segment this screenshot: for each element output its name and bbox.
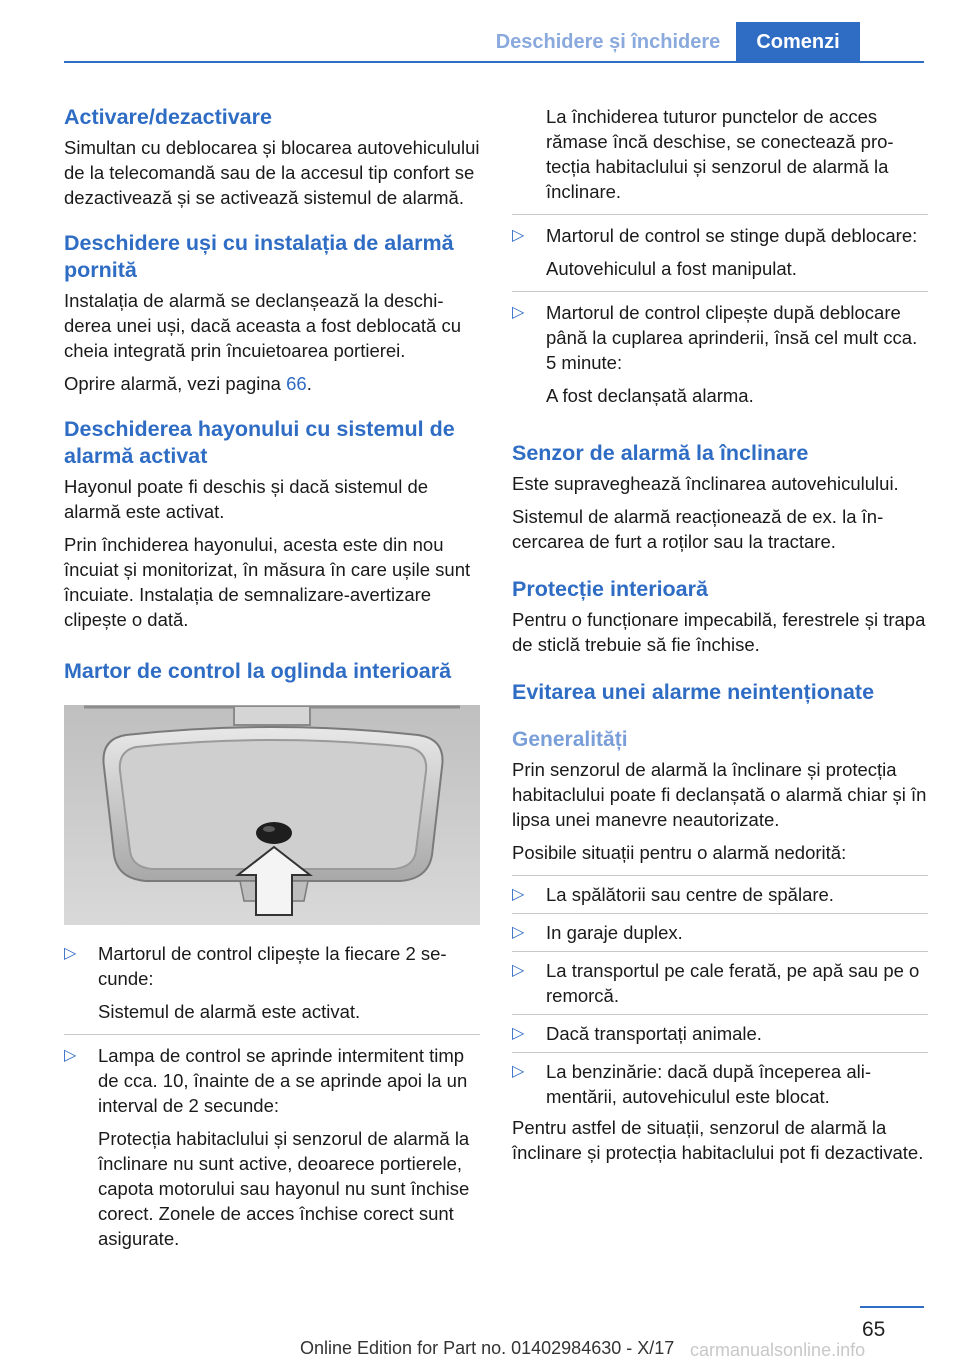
situation-text: La transportul pe cale ferată, pe apă sau pe o remorcă. [546,960,920,1006]
list-item [512,1059,928,1109]
list-item-text: Martorul de control clipește la fiecare 2 secunde: [98,943,447,989]
list-item [64,941,480,1024]
heading-hayon: Deschiderea hayonului cu sistemul de alarmă activat [64,417,455,468]
page-header [0,0,960,62]
list-item [512,882,928,907]
divider [512,1014,928,1015]
paragraph-final: Pentru astfel de situații, senzorul de alarmă la înclinare și protecția habitaclului pot fi dezactivate. [512,1117,924,1163]
situation-text: In garaje duplex. [546,922,683,943]
page-66-link[interactable]: 66 [286,373,307,394]
divider [512,951,928,952]
triangle-bullet-icon: ▷ [512,227,525,244]
list-item [512,1021,928,1046]
situation-text: Dacă transportați animale. [546,1023,762,1044]
paragraph-deschidere-usi: Instalația de alarmă se declanșează la deschiderea unei uși, dacă aceasta a fost deblocată cu cheia integrată prin încuietoarea portierei. [64,290,461,361]
paragraph-senzor-2: Sistemul de alarmă reacționează de ex. la încercarea de furt a roților sau la tractare. [512,506,884,552]
mirror-illustration [64,705,480,925]
paragraph-hayon-1: Hayonul poate fi deschis și dacă sistemul de alarmă este activat. [64,476,429,522]
triangle-bullet-icon: ▷ [512,924,525,941]
list-item-text: Lampa de control se aprinde intermitent timp de cca. 10, înainte de a se aprinde apoi la un interval de 2 secunde: [98,1045,468,1116]
list-item-text: Martorul de control se stinge după deblocare: [546,225,918,246]
divider [64,1034,480,1035]
paragraph-generalitati-1: Prin senzorul de alarmă la înclinare și protecția habitaclului poate fi declanșată o alarmă chiar și în lipsa unei manevre neautorizate. [512,759,927,830]
list-item-sub: Autovehiculul a fost manipulat. [546,258,797,279]
paragraph-senzor-1: Este supraveghează înclinarea autovehiculului. [512,473,899,494]
list-item-sub: Protecția habitaclului și senzorul de alarmă la înclinare nu sunt active, deoarece portierele, capota motorului sau hayonul nu sunt închise corect. Zonele de acces închise corect sunt asigurate. [98,1128,470,1249]
divider [512,214,928,215]
right-column [512,100,928,1165]
header-rule [64,61,924,63]
left-column [64,100,480,1251]
divider [512,291,928,292]
header-chapter-tab: Comenzi [736,22,860,62]
oprire-text: Oprire alarmă, vezi pagina [64,373,287,394]
martor-list-continued [512,223,928,408]
heading-martor-oglinda: Martor de control la oglinda interioară [64,659,452,683]
triangle-bullet-icon: ▷ [512,886,525,903]
paragraph-hayon-2: Prin închiderea hayonului, acesta este din nou încuiat și monitorizat, în măsura în care ușile sunt încuiate. Instalația de semnalizare-avertizare clipește o dată. [64,534,471,630]
situation-text: La spălătorii sau centre de spălare. [546,884,834,905]
situation-text: La benzinărie: dacă după începerea alimentării, autovehiculul este blocat. [546,1061,872,1107]
list-item [512,223,928,281]
list-item [512,920,928,945]
paragraph-continued: La închiderea tuturor punctelor de acces rămase încă deschise, se conectează protecția habitaclului și senzorul de alarmă la înclinare. [546,106,894,202]
list-item [512,300,928,408]
heading-generalitati: Generalități [512,728,628,751]
situations-list [512,882,928,1109]
triangle-bullet-icon: ▷ [512,1063,525,1080]
watermark: carmanualsonline.info [690,1340,866,1360]
paragraph-protectie: Pentru o funcționare impecabilă, ferestrele și trapa de sticlă trebuie să fie închise. [512,609,926,655]
triangle-bullet-icon: ▷ [512,962,525,979]
paragraph-oprire-alarma [64,371,480,396]
divider [512,875,928,876]
page-number: 65 [862,1318,886,1341]
list-item [64,1043,480,1251]
paragraph-activare: Simultan cu deblocarea și blocarea autovehiculului de la telecomandă sau de la accesul tip confort se dezactivează și se activează sistemul de alarmă. [64,137,480,208]
divider [512,913,928,914]
heading-senzor-inclinare: Senzor de alarmă la înclinare [512,441,809,465]
heading-protectie-interioara: Protecție interioară [512,577,708,601]
martor-list [64,941,480,1251]
divider [512,1052,928,1053]
oprire-end: . [306,373,312,394]
heading-evitare-alarme: Evitarea unei alarme neintenționate [512,680,875,704]
footer-edition: Online Edition for Part no. 01402984630 - X/17 [300,1338,675,1358]
list-item-text: Martorul de control clipește după deblocare până la cuplarea aprinderii, însă cel mult cca. 5 minute: [546,302,918,373]
list-item-sub: Sistemul de alarmă este activat. [98,1001,361,1022]
list-item [512,958,928,1008]
indicator-light-icon [256,822,292,844]
heading-deschidere-usi: Deschidere uși cu instalația de alarmă pornită [64,231,454,282]
header-section-title: Deschidere și închidere [480,22,736,62]
triangle-bullet-icon: ▷ [512,1025,525,1042]
triangle-bullet-icon: ▷ [64,1047,77,1064]
triangle-bullet-icon: ▷ [64,945,77,962]
list-item-sub: A fost declanșată alarma. [546,385,754,406]
triangle-bullet-icon: ▷ [512,304,525,321]
footer-rule [860,1306,924,1308]
paragraph-generalitati-2: Posibile situații pentru o alarmă nedorită: [512,842,847,863]
heading-activare: Activare/dezactivare [64,105,272,129]
rearview-mirror-image [64,705,480,925]
